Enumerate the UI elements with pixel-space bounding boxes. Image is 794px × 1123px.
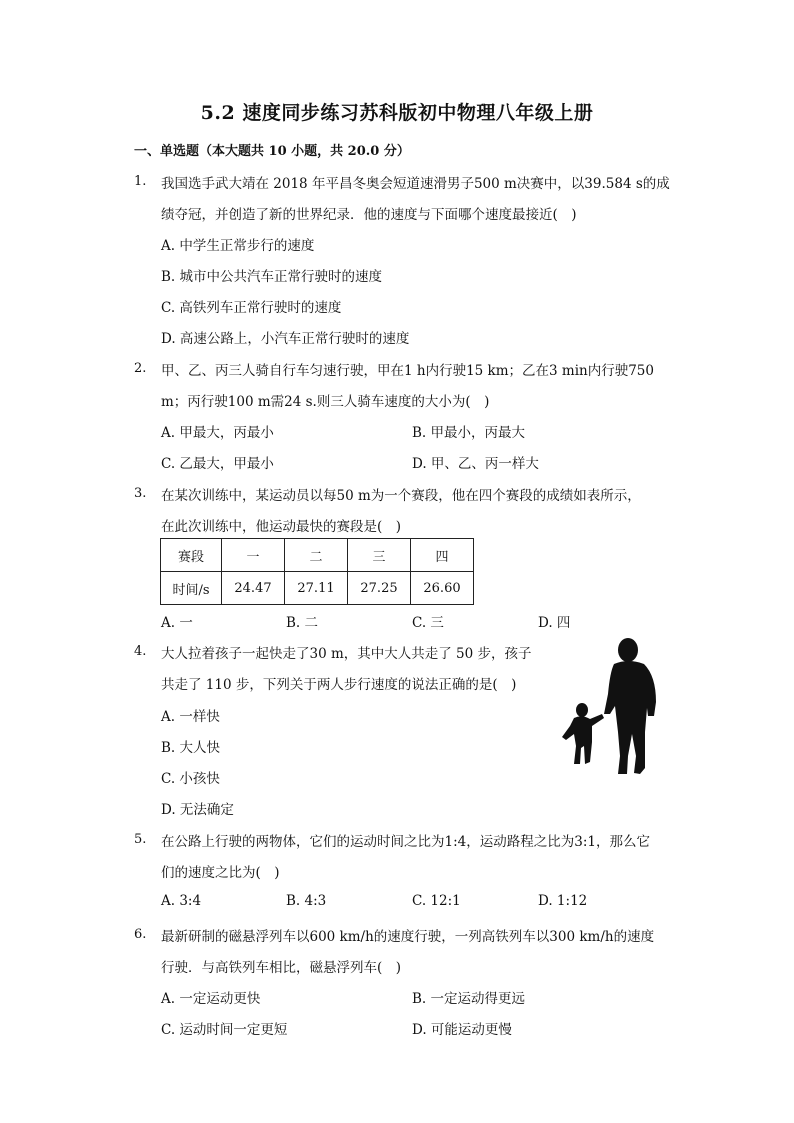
option-a: A. 一定运动更快 [161,991,261,1007]
option-b: B. 4:3 [286,893,327,909]
question-text: 行驶．与高铁列车相比，磁悬浮列车( ) [161,960,402,976]
table-row [161,539,474,572]
option-b: B. 一定运动得更远 [412,991,526,1007]
option-c: C. 乙最大，甲最小 [161,456,274,472]
question-number: 3. [134,486,147,501]
option-d: D. 1:12 [538,893,588,909]
question-number: 2. [134,361,147,376]
option-b: B. 城市中公共汽车正常行驶时的速度 [161,269,383,285]
question-number: 1. [134,174,147,189]
option-a: A. 3:4 [161,893,202,909]
question-text: 最新研制的磁悬浮列车以600 km/h的速度行驶，一列高铁列车以300 km/h的速度 [161,929,655,945]
section-heading: 一、单选题（本大题共 10 小题，共 20.0 分） [134,144,410,159]
question-number: 6. [134,927,147,942]
question-text: 在此次训练中，他运动最快的赛段是( ) [161,519,402,535]
question-text: 共走了 110 步，下列关于两人步行速度的说法正确的是( ) [161,677,517,693]
option-c: C. 三 [412,615,444,631]
question-text: 们的速度之比为( ) [161,865,280,881]
table-cell: 三 [348,539,411,572]
question-text: 绩夺冠，并创造了新的世界纪录．他的速度与下面哪个速度最接近( ) [161,207,577,223]
table-row [161,572,474,605]
question-number: 4. [134,644,147,659]
page-title: 5.2 速度同步练习苏科版初中物理八年级上册 [200,102,594,124]
question-text: 在某次训练中，某运动员以每50 m为一个赛段，他在四个赛段的成绩如表所示， [161,488,641,504]
option-a: A. 中学生正常步行的速度 [161,238,315,254]
table-cell: 26.60 [411,572,474,605]
option-b: B. 甲最小，丙最大 [412,425,526,441]
race-segment-table [160,538,474,605]
option-c: C. 12:1 [412,893,461,909]
table-cell: 一 [222,539,285,572]
option-c: C. 运动时间一定更短 [161,1022,288,1038]
option-c: C. 小孩快 [161,771,220,787]
question-text: 大人拉着孩子一起快走了30 m，其中大人共走了 50 步，孩子 [161,646,532,662]
question-text: 在公路上行驶的两物体，它们的运动时间之比为1:4，运动路程之比为3:1，那么它 [161,834,650,850]
option-c: C. 高铁列车正常行驶时的速度 [161,300,342,316]
question-text: 我国选手武大靖在 2018 年平昌冬奥会短道速滑男子500 m决赛中，以39.584 s的成 [161,176,670,192]
option-d: D. 甲、乙、丙一样大 [412,456,539,472]
table-cell: 27.25 [348,572,411,605]
question-number: 5. [134,832,147,847]
option-b: B. 二 [286,615,319,631]
adult-child-silhouette-image [552,636,676,776]
table-cell: 二 [285,539,348,572]
option-d: D. 四 [538,615,571,631]
option-a: A. 甲最大，丙最小 [161,425,274,441]
table-cell: 24.47 [222,572,285,605]
option-a: A. 一样快 [161,709,220,725]
option-d: D. 无法确定 [161,802,234,818]
option-d: D. 高速公路上，小汽车正常行驶时的速度 [161,331,410,347]
table-cell: 时间/s [161,572,222,605]
option-a: A. 一 [161,615,193,631]
option-b: B. 大人快 [161,740,221,756]
table-cell: 四 [411,539,474,572]
question-text: 甲、乙、丙三人骑自行车匀速行驶，甲在1 h内行驶15 km；乙在3 min内行驶750 [161,363,654,379]
table-cell: 赛段 [161,539,222,572]
option-d: D. 可能运动更慢 [412,1022,512,1038]
question-text: m；丙行驶100 m需24 s.则三人骑车速度的大小为( ) [161,394,490,410]
table-cell: 27.11 [285,572,348,605]
